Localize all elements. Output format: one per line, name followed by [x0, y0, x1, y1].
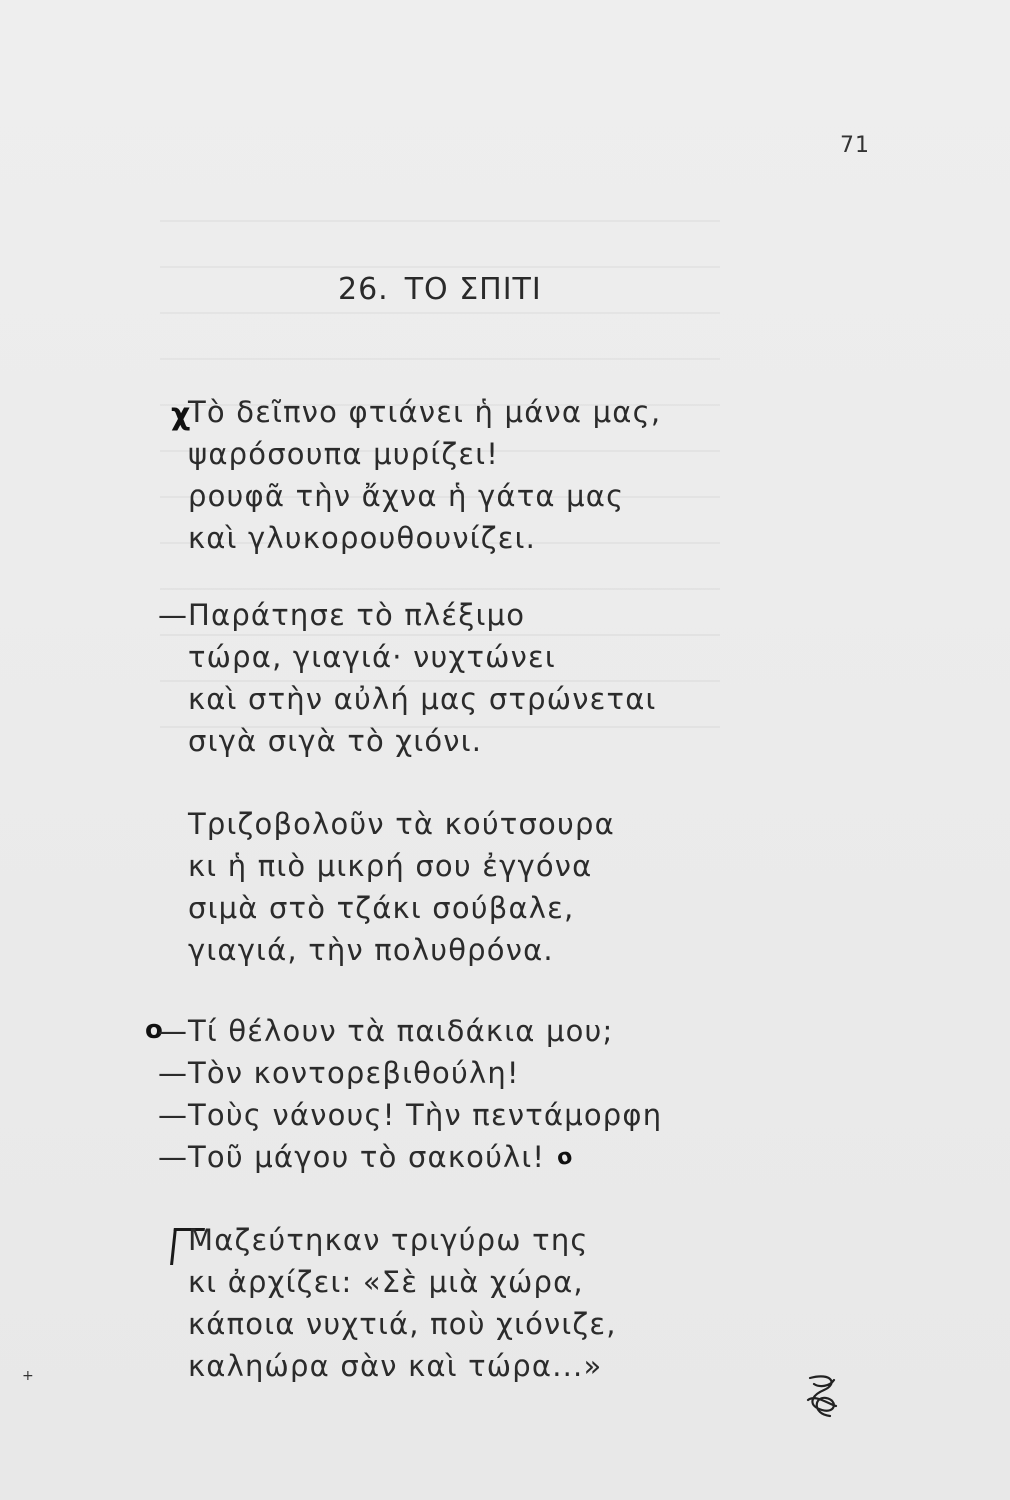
handwritten-o-mark-right: o: [554, 1143, 576, 1172]
poem-title-text: ΤΟ ΣΠΙΤΙ: [404, 272, 542, 307]
verse-line: ρουφᾶ τὴν ἄχνα ἡ γάτα μας: [188, 479, 625, 513]
dialogue-dash: —: [158, 1014, 189, 1048]
verse-line: κι ἡ πιὸ μικρή σου ἐγγόνα: [188, 849, 593, 883]
verse-line: Τριζοβολοῦν τὰ κούτσουρα: [188, 807, 615, 841]
stanza-3: [188, 803, 615, 971]
stanza-4: [158, 1010, 663, 1178]
verse-line: Μαζεύτηκαν τριγύρω της: [188, 1223, 589, 1257]
stanza-5: [188, 1219, 617, 1387]
verse-line: κι ἀρχίζει: «Σὲ μιὰ χώρα,: [188, 1265, 584, 1299]
handwritten-scribble-icon: [802, 1370, 842, 1420]
dialogue-dash: —: [158, 1056, 189, 1090]
verse-line: ψαρόσουπα μυρίζει!: [188, 437, 500, 471]
dialogue-dash: —: [158, 1098, 189, 1132]
stanza-2: [158, 594, 657, 762]
verse-line: — Τοῦ μάγου τὸ σακούλι!: [188, 1136, 662, 1178]
poem-title: [338, 272, 542, 307]
verse-line: Τὸ δεῖπνο φτιάνει ἡ μάνα μας,: [188, 395, 662, 429]
stanza-1: [188, 391, 661, 559]
verse-line: τώρα, γιαγιά· νυχτώνει: [188, 640, 556, 674]
verse-line: καληώρα σὰν καὶ τώρα...»: [188, 1349, 603, 1383]
verse-line: — Τί θέλουν τὰ παιδάκια μου;: [188, 1010, 662, 1052]
dialogue-dash: —: [158, 1140, 189, 1174]
verse-line: σιμὰ στὸ τζάκι σούβαλε,: [188, 891, 575, 925]
dialogue-dash: —: [158, 598, 189, 632]
verse-line: γιαγιά, τὴν πολυθρόνα.: [188, 933, 554, 967]
verse-line: — Παράτησε τὸ πλέξιμο: [188, 594, 657, 636]
verse-line: καὶ γλυκορουθουνίζει.: [188, 521, 537, 555]
handwritten-small-mark: +: [22, 1368, 34, 1384]
poem-number: 26.: [338, 272, 389, 307]
verse-line: καὶ στὴν αὐλή μας στρώνεται: [188, 682, 657, 716]
page-number: 71: [840, 133, 870, 158]
verse-line: — Τοὺς νάνους! Τὴν πεντάμορφη: [188, 1094, 662, 1136]
verse-line: — Τὸν κοντορεβιθούλη!: [188, 1052, 662, 1094]
verse-line: σιγὰ σιγὰ τὸ χιόνι.: [188, 724, 483, 758]
handwritten-x-mark: χ: [171, 397, 191, 432]
verse-line: κάποια νυχτιά, ποὺ χιόνιζε,: [188, 1307, 617, 1341]
handwritten-o-mark-left: o: [145, 1015, 163, 1045]
